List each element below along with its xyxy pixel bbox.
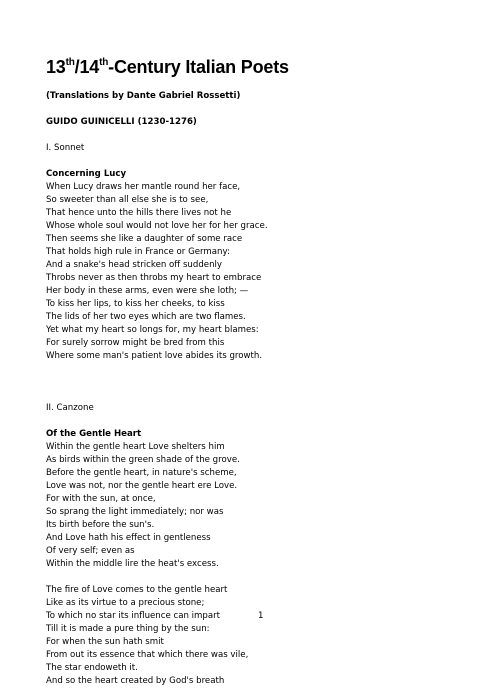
poem-line: Where some man's patient love abides its growth. — [46, 351, 263, 361]
poem-line: And so the heart created by God's breath — [46, 676, 225, 686]
poem-line: For surely sorrow might be bred from this — [46, 338, 225, 348]
poem-line: To kiss her lips, to kiss her cheeks, to kiss — [46, 299, 225, 309]
document-body — [46, 90, 466, 688]
poem-gentle-heart-stanza-2 — [46, 584, 466, 688]
document-title — [46, 56, 289, 78]
poem-line: Of very self; even as — [46, 546, 135, 556]
title-part-2: /14 — [74, 57, 100, 77]
subtitle: (Translations by Dante Gabriel Rossetti) — [46, 91, 241, 101]
poem-concerning-lucy — [46, 181, 466, 363]
poem-line: From out its essence that which there was vile, — [46, 650, 249, 660]
poem-line: Whose whole soul would not love her for her grace. — [46, 221, 268, 231]
poem-line: To which no star its influence can impart — [46, 611, 221, 621]
poem-line: Before the gentle heart, in nature's scheme, — [46, 468, 237, 478]
poem-line: Love was not, nor the gentle heart ere Love. — [46, 481, 238, 491]
poem-line: That holds high rule in France or Germany: — [46, 247, 230, 257]
poem-gentle-heart-stanza-1 — [46, 441, 466, 571]
section-label-canzone: II. Canzone — [46, 403, 94, 413]
poem-line: The star endoweth it. — [46, 663, 138, 673]
poem-line: Her body in these arms, even were she loth; — — [46, 286, 249, 296]
poem-line: The lids of her two eyes which are two flames. — [46, 312, 246, 322]
poem-line: Within the middle lire the heat's excess. — [46, 559, 219, 569]
poem-line: So sweeter than all else she is to see, — [46, 195, 209, 205]
poem-line: Like as its virtue to a precious stone; — [46, 598, 205, 608]
title-superscript-1: th — [65, 57, 75, 68]
poem-line: And a snake's head stricken off suddenly — [46, 260, 222, 270]
author-heading: GUIDO GUINICELLI (1230-1276) — [46, 117, 197, 127]
poem-line: Then seems she like a daughter of some race — [46, 234, 243, 244]
poem-line: Within the gentle heart Love shelters him — [46, 442, 225, 452]
poem-line: And Love hath his effect in gentleness — [46, 533, 211, 543]
poem-title-gentle-heart: Of the Gentle Heart — [46, 429, 142, 439]
poem-line: Till it is made a pure thing by the sun: — [46, 624, 210, 634]
title-superscript-2: th — [99, 57, 109, 68]
poem-line: Its birth before the sun's. — [46, 520, 155, 530]
poem-line: The fire of Love comes to the gentle heart — [46, 585, 228, 595]
poem-line: For with the sun, at once, — [46, 494, 156, 504]
section-label-sonnet: I. Sonnet — [46, 143, 85, 153]
poem-line: Throbs never as then throbs my heart to embrace — [46, 273, 262, 283]
title-part-3: -Century Italian Poets — [108, 57, 289, 77]
poem-title-concerning-lucy: Concerning Lucy — [46, 169, 127, 179]
poem-line: That hence unto the hills there lives not he — [46, 208, 232, 218]
poem-line: So sprang the light immediately; nor was — [46, 507, 224, 517]
poem-line: When Lucy draws her mantle round her face, — [46, 182, 241, 192]
poem-line: For when the sun hath smit — [46, 637, 164, 647]
title-part-1: 13 — [46, 57, 66, 77]
page-number: 1 — [258, 611, 264, 621]
poem-line: Yet what my heart so longs for, my heart blames: — [46, 325, 259, 335]
poem-line: As birds within the green shade of the grove. — [46, 455, 240, 465]
